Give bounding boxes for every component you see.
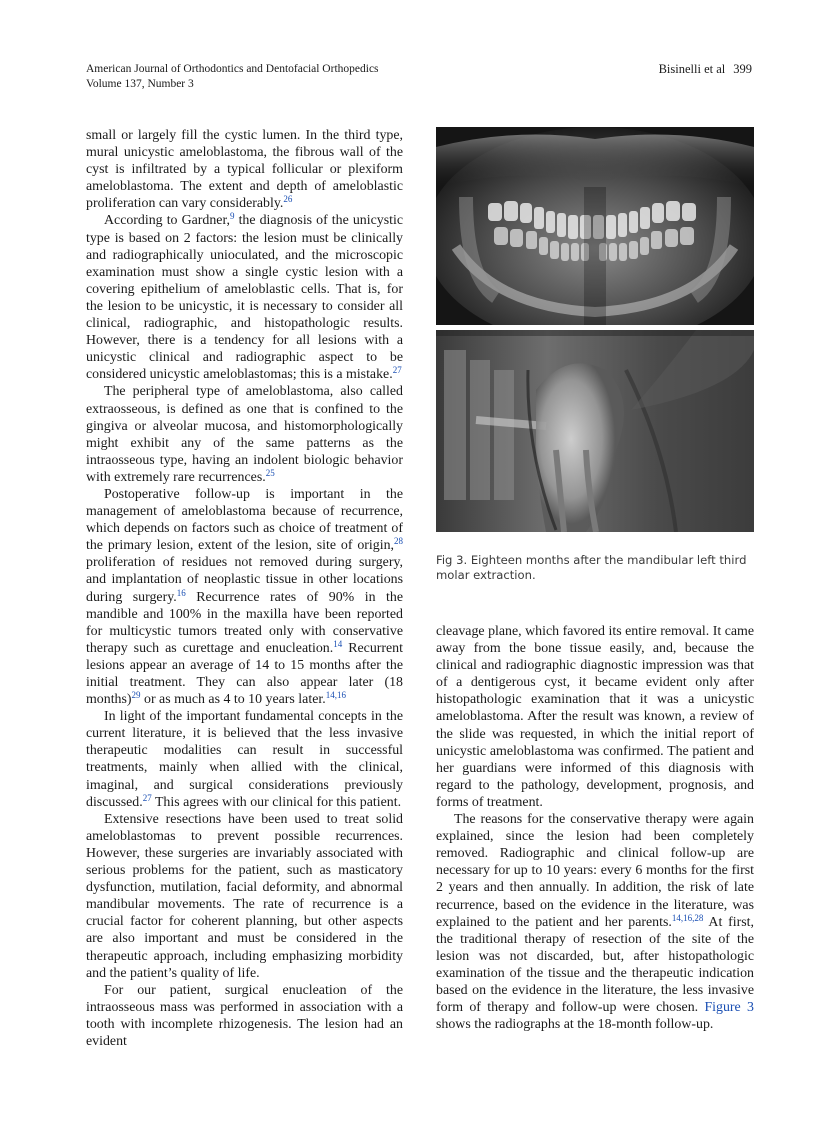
text-run: Extensive resections have been used to treat solid ameloblastomas to prevent possible recurrences. However, these surgeries are invariably associated with serious problems for the patient, such as masticatory dysfunction, mutilation, facial deformity, and abnormal mandibular movements. The rate of recurrence is a crucial factor for coherent planning, but other aspects are also important and must be considered in the therapeutic approach, including emphasizing morbidity and the patient’s quality of life. [86,811,403,981]
text-run: The peripheral type of ameloblastoma, also called extraosseous, is defined as one that is confined to the gingiva or alveolar mucosa, and histomorphologically might exhibit any of the same patterns as the intraosseous type, having an indolent biologic behavior with extremely rare recurrences. [86,384,403,485]
citation-reference[interactable]: 14 [333,638,343,649]
authors: Bisinelli et al [658,62,726,76]
citation-reference[interactable]: 14,16,28 [671,912,704,923]
text-run: the diagnosis of the unicystic type is based on 2 factors: the lesion must be clinically and radiographically unioculated, and the microscopic examination must show a single cystic lesion with a covering epithelium of ameloblastic cells. That is, for the lesion to be unicystic, it is necessary to consider all clinical, radiographic, and histopathologic results. However, there is a tendency for all lesions with a unicystic clinical and radiographic aspect to be considered unicystic ameloblastomas; this is a mistake. [86,213,403,383]
paragraph [86,127,403,212]
journal-info [86,62,379,92]
citation-reference[interactable]: 9 [230,211,235,222]
text-run: or as much as 4 to 10 years later. [140,692,326,708]
citation-reference[interactable]: 27 [392,365,402,376]
journal-title: American Journal of Orthodontics and Dentofacial Orthopedics [86,63,379,75]
text-run: In light of the important fundamental concepts in the current literature, it is believed that the less invasive therapeutic modalities can result in successful treatments, mainly when allied with the clinical, imaginal, and surgical considerations previously discussed. [86,709,403,810]
citation-reference[interactable]: 29 [131,690,141,701]
panoramic-radiograph [436,127,754,325]
paragraph [86,811,403,982]
text-run: proliferation of residues not removed during surgery, and implantation of neoplastic tissue in other locations during surgery. [86,555,403,605]
panoramic-radiograph-image [436,127,754,325]
text-run: small or largely fill the cystic lumen. In the third type, mural unicystic ameloblastoma, the fibrous wall of the cyst is infiltrated by a typical follicular or plexiform ameloblastoma. The extent and depth of ameloblastic proliferation can vary considerably. [86,128,403,212]
right-column-text [436,623,754,1033]
text-run: Recurrence rates of 90% in the mandible and 100% in the maxilla have been reported for multicystic tumors treated only with conservative therapy such as curettage and enucleation. [86,589,403,656]
text-run: According to Gardner, [104,213,230,229]
paragraph [436,623,754,811]
text-run: The reasons for the conservative therapy were again explained, since the lesion had been completely removed. Radiographic and clinical follow-up are necessary for up to 10 years: every 6 months for the first 2 years and then annually. In addition, the risk of late recurrence, based on the evidence in the literature, was explained to the patient and her parents. [436,812,754,930]
paragraph [436,811,754,1033]
periapical-radiograph [436,330,754,532]
paragraph [86,383,403,486]
author-page [659,62,752,77]
text-run: This agrees with our clinical for this patient. [151,794,402,810]
citation-reference[interactable]: 28 [394,536,403,547]
text-run: cleavage plane, which favored its entire removal. It came away from the bone tissue easily, and, because the clinical and radiographic diagnostic impression was that of a dentigerous cyst, it became evident only after histopathologic examination that it was a unicystic ameloblastoma. After the result was known, a review of the slide was requested, in which the initial report of unicystic ameloblastoma was confirmed. The patient and her guardians were informed of this diagnosis with regard to the pathology, development, prognosis, and forms of treatment. [436,624,754,810]
citation-reference[interactable]: 26 [283,194,293,205]
citation-reference[interactable]: 14,16 [325,690,346,701]
text-run: For our patient, surgical enucleation of the intraosseous mass was performed in association with a tooth with incomplete rhizogenesis. The lesion had an evident [86,982,403,1049]
journal-volume: Volume 137, Number 3 [86,78,194,90]
citation-reference[interactable]: 25 [265,467,275,478]
periapical-radiograph-image [436,330,754,532]
figure-caption: Fig 3. Eighteen months after the mandibular left third molar extraction. [436,553,747,582]
citation-reference[interactable]: 16 [176,587,186,598]
text-run: Postoperative follow-up is important in the management of ameloblastoma because of recurrence, which depends on factors such as choice of treatment of the primary lesion, extent of the lesion, site of origin, [86,486,403,554]
citation-reference[interactable]: 27 [142,792,152,803]
text-run: Recurrent lesions appear an average of 14 to 15 months after the initial treatment. They can also appear later (18 months) [86,640,403,708]
figure-3 [436,127,754,583]
paragraph [86,982,403,1050]
left-column [86,127,403,1050]
paragraph [86,212,403,383]
paragraph [86,708,403,811]
figure-link[interactable]: Figure 3 [704,1000,755,1016]
page-number: 399 [733,62,752,76]
paragraph [86,486,403,708]
text-run: shows the radiographs at the 18-month follow-up. [436,1017,714,1033]
text-run: At first, the traditional therapy of resection of the site of the lesion was not discarded, but, after histopathologic examination of the tissue and the therapeutic indication based on the evidence in the literature, the less invasive form of therapy and follow-up were chosen. [436,914,754,1016]
